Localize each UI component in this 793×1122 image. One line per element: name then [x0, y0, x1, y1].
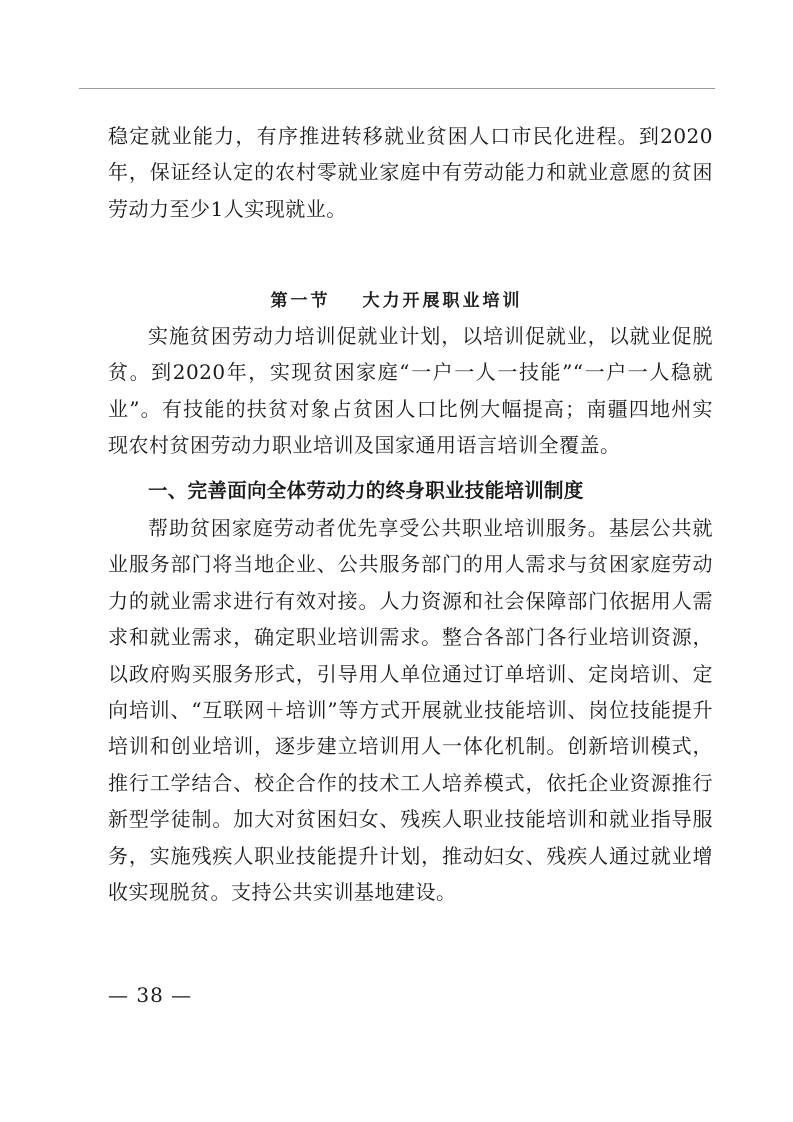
page-number: — 38 — [108, 983, 193, 1007]
subheading: 一、完善面向全体劳动力的终身职业技能培训制度 [148, 479, 584, 502]
section-number: 第一节 [270, 291, 331, 311]
paragraph-body: 帮助贫困家庭劳动者优先享受公共职业培训服务。基层公共就业服务部门将当地企业、公共服务部门的用人需求与贫困家庭劳动力的就业需求进行有效对接。人力资源和社会保障部门依据用人需求和就业需求，确定职业培训需求。整合各部门各行业培训资源，以政府购买服务形式，引导用人单位通过订单培训、定岗培训、定向培训、“互联网＋培训”等方式开展就业技能培训、岗位技能提升培训和创业培训，逐步建立培训用人一体化机制。创新培训模式，推行工学结合、校企合作的技术工人培养模式，依托企业资源推行新型学徒制。加大对贫困妇女、残疾人职业技能培训和就业指导服务，实施残疾人职业技能提升计划，推动妇女、残疾人通过就业增收实现脱贫。支持公共实训基地建设。 [108, 516, 713, 905]
paragraph-section-intro: 实施贫困劳动力培训促就业计划，以培训促就业，以就业促脱贫。到2020年，实现贫困家庭“一户一人一技能”“一户一人稳就业”。有技能的扶贫对象占贫困人口比例大幅提高；南疆四地州实现农村贫困劳动力职业培训及国家通用语言培训全覆盖。 [108, 324, 713, 458]
header-rule [79, 88, 715, 89]
section-title [0, 286, 793, 311]
section-heading: 大力开展职业培训 [362, 291, 523, 311]
paragraph-intro: 稳定就业能力，有序推进转移就业贫困人口市民化进程。到2020年，保证经认定的农村零就业家庭中有劳动能力和就业意愿的贫困劳动力至少1人实现就业。 [108, 124, 713, 221]
